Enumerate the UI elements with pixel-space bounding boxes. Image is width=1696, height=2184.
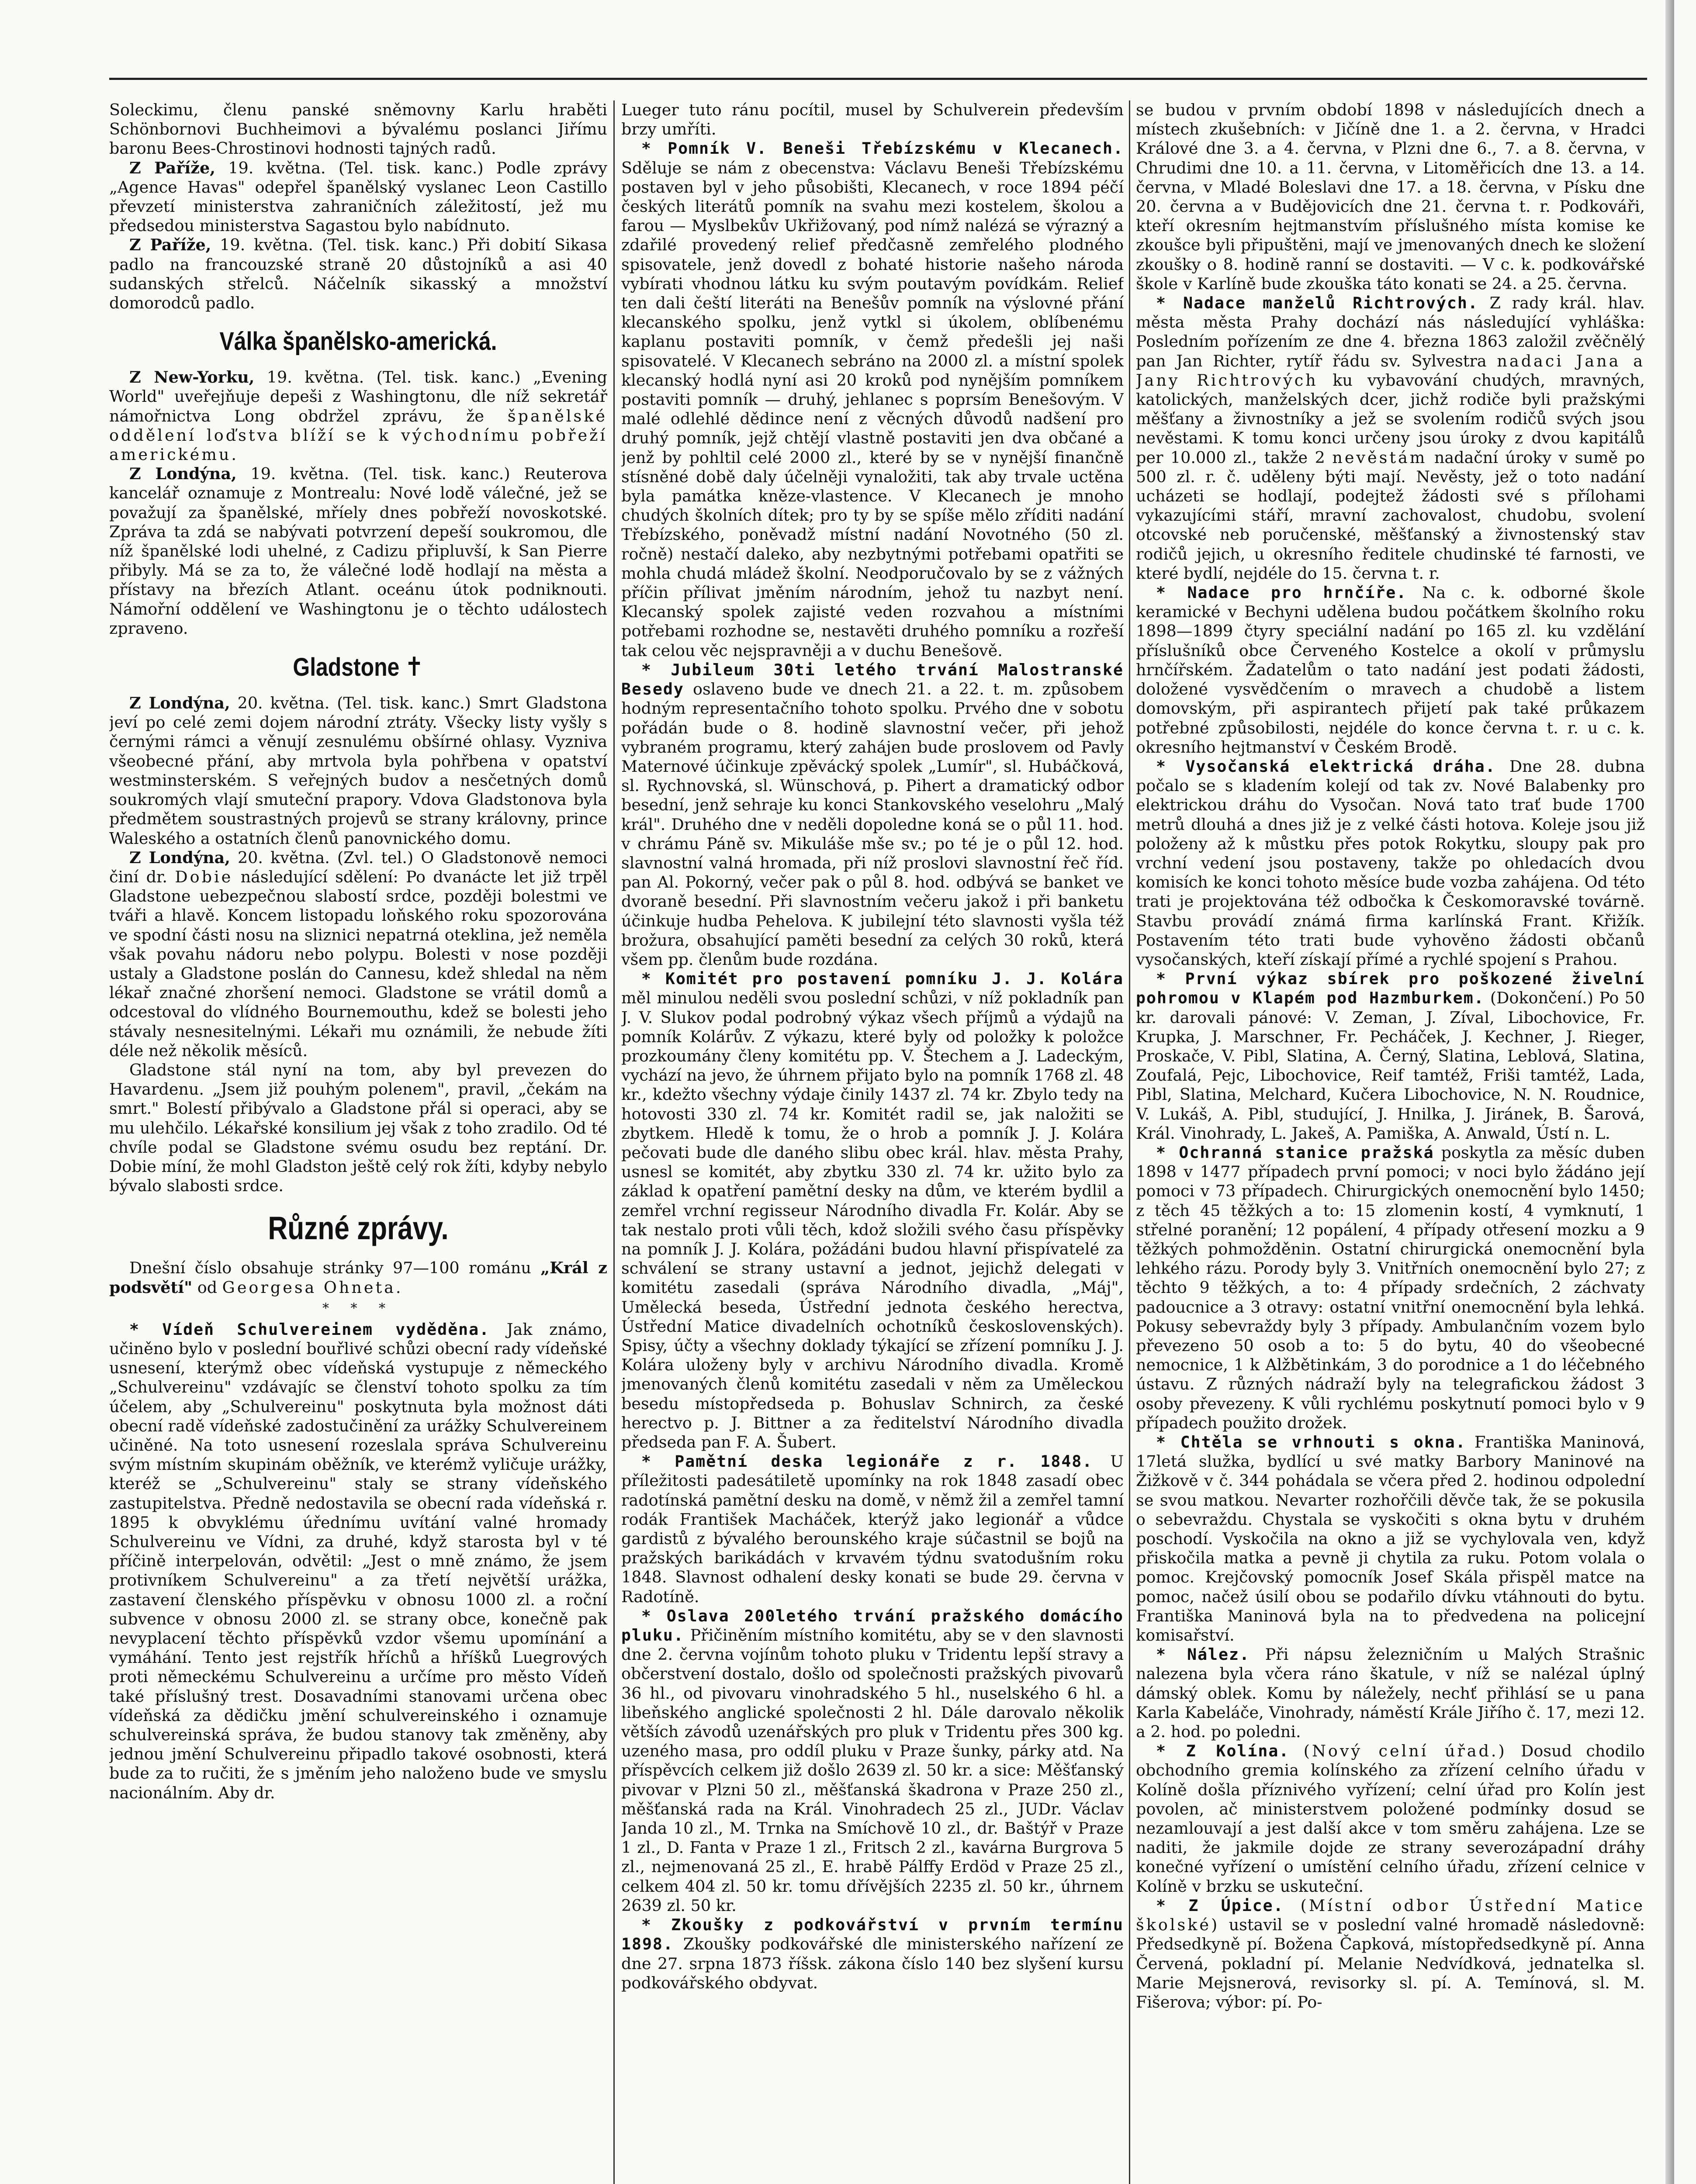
news-item-rescue-station: * Ochranná stanice pražská poskytla za měsíc duben 1898 v 1477 případech první pomoci; v noci bylo žádáno její pomoci v 73 případech. Chirurgických onemocnění bylo 1450; z těch 45 těžkých a to: 15 zlomenin kostí, 4 vymknutí, 1 střelné poranění; 12 popálení, 4 případy otřesení mozku a 9 těžkých pohmožděnin. Ostatní chirurgická onemocnění byla lehkého rázu. Porody byly 3. Vnitřních onemocnění bylo 27; z těchto 9 těžkých, a to: 4 případy srdečních, 2 záchvaty padoucnice a 3 otravy: ostatní vnitřní onemocnění byla lehká. Pokusy sebevraždy byly 3 případy. Ambulančním vozem bylo převezeno 50 osob a to: 5 do bytu, 40 do všeobecné nemocnice, 1 k Alžbětinkám, 3 do porodnice a 1 do léčebného ústavu. Z různých nádraží byly na telegrafickou žádost 3 osoby převezeny. K vůli rychlému poskytnutí pomoci bylo v 9 případech použito drožek. [1136,1143,1645,1432]
header-rule [109,78,1647,80]
news-item-disaster-collection: * První výkaz sbírek pro poškozené živelní pohromou v Klapém pod Hazmburkem. (Dokončení.) Po 50 kr. darovali pánové: V. Zeman, J. Zíval, Libochovice, Fr. Krupka, J. Marschner, Fr. Pecháček, J. Kechner, J. Rieger, Proskače, V. Pibl, Slatina, A. Černý, Slatina, Leblová, Slatina, Zoufalá, Pejc, Libochovice, Reif tamtéž, Friši tamtéž, Lada, Pibl, Slatina, Melchard, Kučera Libochovice, N. N. Roudnice, V. Lukáš, A. Pibl, studující, J. Hnilka, J. Jiránek, B. Šarová, Král. Vinohrady, L. Jakeš, A. Pamiška, A. Anwald, Ústí n. L. [1136,969,1645,1143]
news-item-london-3: Z Londýna, 20. května. (Zvl. tel.) O Gladstonově nemoci činí dr. Dobie následující sdělení: Po dvanácte let již trpěl Gladstone uebezpečnou slabostí srdce, později bolestmi ve tváři a hlavě. Koncem listopadu loňského roku spozorována ve spodní části nosu na sliznici nepatrná oteklina, jež neměla však povahu nádoru nebo polypu. Bolesti v nose později ustaly a Gladstone poslán do Cannesu, kdež shledal na něm lékař značné zhoršení nemoci. Gladstone se vrátil domů a odcestoval do vlídného Bournemouthu, kdež se bolesti jeho stávaly nesnesitelnými. Lékaři mu oznámili, že nebude žíti déle než několik měsíců. [109,848,607,1060]
news-item-kolar-committee: * Komitét pro postavení pomníku J. J. Kolára měl minulou neděli svou poslední schůzi, v níž pokladník pan J. V. Slukov podal podrobný výkaz všech příjmů a výdajů na pomník Kolárův. Z výkazu, které byly od položky k položce prozkoumány členy komitétu pp. V. Štechem a J. Ladeckým, vychází na jevo, že úhrnem přijato bylo na pomník 1768 zl. 48 kr., kdežto všechny výdaje činily 1437 zl. 74 kr. Zbylo tedy na hotovosti 330 zl. 74 kr. Komitét radil se, jak naložiti se zbytkem. Hledě k tomu, že o hrob a pomník J. J. Kolára pečovati bude dle daného slibu obec král. hlav. města Prahy, usnesl se komitét, aby zbytku 330 zl. 74 kr. užito bylo za základ k opatření pamětní desky na dům, ve kterém bydlil a zemřel vrchní regisseur Národního divadla Fr. Kolár. Aby se tak nestalo proti vůli těch, kdož složili svého času příspěvky na pomník J. J. Kolára, požádáni budou hlavní přispívatelé za schválení se strany ustavní a jednot, jejichž delegati v komitétu zasedali (správa Národního divadla, „Máj", Umělecká beseda, Ústřední jednota českého herectva, Ústřední Matice divadelních ochotníků československých). Spisy, účty a všechny doklady týkající se zřízení pomníku J. J. Kolára uloženy byly v archivu Národního divadla. Kromě jmenovaných členů komitétu zasedali v něm za Uměleckou besedu místopředseda p. Bohuslav Schnirch, za české herectvo p. J. Bittner a za ředitelství Národního divadla předseda pan F. A. Šubert. [621,969,1124,1452]
asterism: * * * [322,1300,395,1316]
section-heading-gladstone: Gladstone ✝ [293,652,424,682]
news-item-vienna: * Vídeň Schulvereinem vyděděna. Jak známo, učiněno bylo v poslední bouřlivé schůzi obecní rady vídeňské usnesení, kterýmž obec vídeňská vystupuje z německého „Schulvereinu" vzdávajíc se členství tohoto spolku za tím účelem, aby „Schulvereinu" poskytnuta byla možnost dáti obecní radě vídeňské zadostučinění za urážky Schulvereinem učiněné. Na toto usnesení rozeslala správa Schulvereinu svým místním skupinám oběžník, ve kterémž vyličuje urážky, kteréž se „Schulvereinu" staly se strany vídeňského zastupitelstva. Předně nedostavila se obecní rada vídeňská r. 1895 k obvyklému úřednímu uvítání valné hromady Schulvereinu ve Vídni, za druhé, když starosta byl v té příčině interpelován, odvětil: „Jest o mně známo, že jsem protivníkem Schulvereinu" a za třetí největší urážka, zastavení členského příspěvku v obnosu 1000 zl. a roční subvence v obnosu 2000 zl. se strany obce, konečně pak nevyplacení těchto příspěvků vzdor všemu upomínání a vymáhání. Tento jest rejstřík hříchů a hříšků Luegrových proti německému Schulvereinu a určíme pro město Vídeň také příslušný trest. Dosavadními stanovami určena obec vídeňská za dědičku jmění schulvereinského i oznamuje schulvereinská správa, že budou stanovy tak změněny, aby jednou jmění Schulvereinu připadlo takové osobnosti, která bude za to ručiti, že s jměním jeho naloženo bude ve smyslu nacionálním. Aby dr. [109,1320,607,1802]
news-item-kolin: * Z Kolína. (Nový celní úřad.) Dosud chodilo obchodního gremia kolínského za zřízení celního úřadu v Kolíně došla příznivého vyřízení; celní úřad pro Kolín jest povolen, ač ministerstvem položené podmínky dosud se nezamlouvají a jest další akce v tom směru zahájena. Lze se naditi, že jakmile dojde ze strany severozápadní dráhy konečné vyřízení o umístění celního úřadu, zřízení celnice v Kolíně v brzku se uskuteční. [1136,1742,1645,1896]
dagger-icon: ✝ [405,652,424,682]
novel-notice: Dnešní číslo obsahuje stránky 97—100 románu „Král z podsvětí" od Georgesa Ohneta. [109,1258,607,1297]
news-item-legionnaire-plaque: * Pamětní deska legionáře z r. 1848. U příležitosti padesátiletě upomínky na rok 1848 zasadí obec radotínská pamětní desku na domě, v němž žil a zemřel tamní rodák František Macháček, kterýž jako legionář a vůdce gardistů z bývalého berounského kraje súčastnil se bojů na pražských barikádách v krvavém týdnu svatodušním roku 1848. Slavnost odhalení desky konati se bude 29. června v Radotíně. [621,1452,1124,1606]
news-item-richter-foundation: * Nadace manželů Richtrových. Z rady král. hlav. města města Prahy dochází nás následující vyhláška: Posledním pořízením ze dne 4. března 1863 založil zvěčnělý pan Jan Richter, rytíř řádu sv. Sylvestra nadaci Jana a Jany Richtrových ku vybavování chudých, mravných, katolických, manželských dcer, jichž rodiče byli pražskými měšťany a živnostníky a jež se svolením rodičů svých jsou nevěstami. K tomu konci určeny jsou úroky z dvou kapitálů per 10.000 zl., takže 2 nevěstám nadační úroky v sumě po 500 zl. r. č. uděleny býti mají. Nevěsty, jež o toto nadání ucházeti se hodlají, podejtež žádosti své s přílohami vykazujícími stáří, mravní zachovalost, chudobu, svolení otcovské neb poručenské, měšťanský a živnostenský stav rodičů jejich, u okresního ředitele chudinské té farnosti, ve které bydlí, nejdéle do 15. června t. r. [1136,294,1645,583]
news-item-london-2: Z Londýna, 20. května. (Tel. tisk. kanc.) Smrt Gladstona jeví po celé zemi dojem národní ztráty. Všecky listy vyšly s černými rámci a věnují zesnulému obšírné ohlasy. Vyzniva všeobecné přání, aby mrtvola byla pohřbena v opatství westminsterském. S veřejných budov a nesčetných domů soukromých vlají smuteční prapory. Vdova Gladstonova byla předmětem soustrastných projevů se strany královny, prince Waleského a ostatních členů panovnického domu. [109,694,607,848]
news-item-farrier-exams: * Zkoušky z podkovářství v prvním termínu 1898. Zkoušky podkovářské dle ministerského nařízení ze dne 27. srpna 1873 říšsk. zákona číslo 140 bez slyšení kursu podkovářského obdyvat. [621,1915,1124,1992]
news-item-found-box: * Nález. Při nápsu železničním u Malých Strašnic nalezena byla včera ráno škatule, v níž se nalézal úplný dámský oblek. Komu by náležely, nechť přihlásí se u pana Karla Kabeláče, Vinohrady, náměstí Krále Jiřího č. 17, mezi 12. a 2. hod. po poledni. [1136,1645,1645,1742]
column-divider-2 [1129,100,1130,2184]
page-edge-shadow [1665,0,1674,2184]
news-item-new-york: Z New-Yorku, 19. května. (Tel. tisk. kanc.) „Evening World" uveřejňuje depeši z Washingtonu, dle níž sekretář námořnictva Long obdržel zprávu, že španělské oddělení loďstva blíží se k východnímu pobřeží americkému. [109,368,607,464]
section-heading-war: Válka španělsko-americká. [219,327,497,356]
column-1 [109,100,607,2184]
news-item-potters-foundation: * Nadace pro hrnčíře. Na c. k. odborné škole keramické v Bechyni udělena budou počátkem školního roku 1898—1899 čtyry speciální nadání po 165 zl. ku vzdělání příslušníků obce Červeného Kostelce a okolí v průmyslu hrnčířském. Žadatelům o tato nadání jest podati žádosti, doložené vysvědčením o mravech a chudobě a listem domovským, při aspirantech přijetí pak také průkazem potřebné způsobilosti, nejdéle do konce června t. r. u c. k. okresního hejtmanství v Českém Brodě. [1136,583,1645,757]
news-item-regiment-celebration: * Oslava 200letého trvání pražského domácího pluku. Přičiněním místního komitétu, aby se v den slavnosti dne 2. června vojínům tohoto pluku v Tridentu lepší stravy a občerstvení dostalo, došlo od společnosti pražských pivovarů 36 hl., od pivovaru vinohradského 5 hl., nuselského 6 hl. a libeňského anglické společnosti 2 hl. Dále darovalo několik větších závodů uzenářských pro pluk v Tridentu přes 300 kg. uzeného masa, pro oddíl pluku v Praze šunky, párky atd. Na příspěvcích celkem již došlo 2639 zl. 50 kr. a sice: Měšťanský pivovar v Plzni 50 zl., měšťanská škadrona v Praze 250 zl., měšťanská rada na Král. Vinohradech 25 zl., JUDr. Václav Janda 10 zl., M. Trnka na Smíchově 10 zl., dr. Baštýř v Praze 1 zl., D. Fanta v Praze 1 zl., Fritsch 2 zl., kavárna Burgrova 5 zl., nejmenovaná 25 zl., E. hrabě Pálffy Erdöd v Praze 25 zl., celkem 404 zl. 50 kr. tomu dřívějších 2235 zl. 50 kr., úhrnem 2639 zl. 50 kr. [621,1606,1124,1915]
article-continuation: se budou v prvním období 1898 v následujících dnech a místech zkušebních: v Jičíně dne 1. a 2. června, v Hradci Králové dne 3. a 4. června, v Plzni dne 6., 7. a 8. června, v Chrudimi dne 10. a 11. června, v Litoměřicích dne 13. a 14. června, v Mladé Boleslavi dne 17. a 18. června, v Písku dne 20. června a v Budějovicích dne 21. června t. r. Podkováři, kteří okresním hejtmanstvím příslušného místa komise ke zkoušce byli připuštěni, mají ve jmenovaných dnech ke složení zkoušky o 8. hodině ranní se dostaviti. — V c. k. podkovářské škole v Karlíně bude zkouška táto konati se 24. a 25. června. [1136,100,1645,293]
column-2 [621,100,1124,2184]
news-item-window-jump: * Chtěla se vrhnouti s okna. Františka Maninová, 17letá služka, bydlící u své matky Barbory Maninové na Žižkově v č. 344 pohádala se včera před 2. hodinou odpolední se svou matkou. Nevarter rozhořčili děvče tak, že se pokusila o sebevraždu. Chystala se vyskočiti s okna bytu v druhém poschodí. Vyskočila na okno a již se vychylovala ven, když přiskočila matka a pevně ji chytila za ruku. Potom volala o pomoc. Krejčovský pomocník Josef Skála přispěl matce na pomoc, načež úsilí obou se podařilo dívku vtáhnouti do bytu. Františka Maninová byla na to předvedena na policejní komisařství. [1136,1433,1645,1645]
news-item-beseda-jubilee: * Jubileum 30ti letého trvání Malostranské Besedy oslaveno bude ve dnech 21. a 22. t. m. způsobem hodným representačního tohoto spolku. Prvého dne v sobotu pořádán bude o 8. hodině slavnostní večer, při jehož vybraném programu, který zahájen bude proslovem od Pavly Maternové účinkuje zpěvácký spolek „Lumír", sl. Hubáčková, sl. Rychnovská, sl. Wünschová, p. Pihert a dramatický odbor besední, jenž sehraje ku konci Stankovského veselohru „Malý král". Druhého dne v neděli dopoledne koná se o půl 11. hod. v chrámu Páně sv. Mikuláše mše sv.; po té je o půl 12. hod. slavnostní valná hromada, při níž proslovi slavnostní řeč říd. pan Al. Pokorný, večer pak o půl 8. hod. odbývá se banket ve dvoraně besední. Při slavnostním večeru jakož i při banketu účinkuje hudba Pehelova. K jubilejní této slavnosti vyšla též brožura, obsahující paměti besední za celých 30 roků, která všem pp. členům bude rozdána. [621,660,1124,969]
article-continuation: Lueger tuto ránu pocítil, musel by Schulverein především brzy umříti. [621,100,1124,139]
article-continuation: Soleckimu, členu panské sněmovny Karlu hraběti Schönbornovi Buchheimovi a bývalému poslanci Jiřímu baronu Bees-Chrostinovi hodnosti tajných radů. [109,100,607,158]
column-divider-1 [613,100,615,2184]
news-item-paris-1: Z Paříže, 19. května. (Tel. tisk. kanc.) Podle zprávy „Agence Havas" odepřel španělský vyslanec Leon Castillo převzetí ministerstva zahraničních záležitostí, jež mu předsedou ministerstva Sagastou bylo nabídnuto. [109,158,607,235]
news-item-upice: * Z Úpice. (Místní odbor Ústřední Matice školské) ustavil se v poslední valné hromadě následovně: Předsedkyně pí. Božena Čapková, místopředsedkyně pí. Anna Červená, pokladní pí. Melanie Nedvídková, jednatelka sl. Marie Mejsnerová, revisorky sl. pí. A. Temínová, sl. M. Fišerova; výbor: pí. Po- [1136,1896,1645,2011]
news-item-paris-2: Z Paříže, 19. května. (Tel. tisk. kanc.) Při dobití Sikasa padlo na francouzské straně 20 důstojníků a asi 40 sudanských střelců. Náčelník sikasský a množství domorodců padlo. [109,235,607,313]
section-heading-news: Různé zprávy. [268,1210,449,1247]
news-item-vysocany-railway: * Vysočanská elektrická dráha. Dne 28. dubna počalo se s kladením kolejí od tak zv. Nové Balabenky pro elektrickou dráhu do Vysočan. Nová tato trať bude 1700 metrů dlouhá a dnes již je z velké části hotova. Koleje jsou již položeny až k můstku přes potok Rokytku, sloupy pak pro vrchní vedení jsou postaveny, takže po ohledacích dvou komisích ke konci tohoto měsíce bude vozba zahájena. Od této trati je projektována též odbočka k Českomoravské továrně. Stavbu provádí známá firma karlínská Frant. Křižík. Postavením této trati bude vyhověno žádosti občanů vysočanských, kteří získají přímé a rychlé spojení s Prahou. [1136,757,1645,969]
news-item-benes-monument: * Pomník V. Beneši Třebízskému v Klecanech. Sděluje se nám z obecenstva: Václavu Beneši Třebízskému postaven byl v jeho působišti, Klecanech, v roce 1894 péčí českých literátů pomník na svahu mezi kostelem, školou a farou — Myslbekův Ukřižovaný, pod nímž nalézá se výrazný a zdařilé provedený relief předčasně zemřelého plodného spisovatele, jenž dovedl z bohaté historie našeho národa vybírati vhodnou látku ku svým poutavým povídkám. Relief ten dali čeští literáti na Benešův pomník na výslovné přání klecanského spolku, jenž vytkl si úkolem, oblíbenému kaplanu postaviti pomník, v čemž předešli jej naši spisovatelé. V Klecanech sebráno na 2000 zl. a místní spolek klecanský hodlá nyní asi 20 kroků pod nynějším pomníkem postaviti pomník — druhý, jehlanec s poprsím Benešovým. V malé odlehlé dědince není z věcných důvodů nadšení pro druhý pomník, jejž chtějí vlastně postaviti jen dva občané a jenž by pohltil celé 2000 zl., které by se v nynější finančně stísněné době daly účelněji vynaložiti, tak aby trvale uctěna byla památka kněze-vlastence. V Klecanech je mnoho chudých školních dítek; pro ty by se spíše mělo zříditi nadání Třebízského, poněvadž místní nadání Novotného (50 zl. ročně) nestačí daleko, aby nezbytnými potřebami opatřiti se mohla chudá mládež školní. Neodporučovalo by se z vážných příčin přílivat jměním národním, jehož tu nazbyt není. Klecanský spolek zajisté veden rozvahou a místními potřebami rozhodne se, nestavěti druhého pomníku a rozřeší tak celou věc nejspravněji a v duchu Benešově. [621,139,1124,660]
gladstone-paragraph: Gladstone stál nyní na tom, aby byl prevezen do Havardenu. „Jsem již pouhým polenem", pravil, „čekám na smrt." Bolestí přibývalo a Gladstone přál si operaci, aby se mu ulehčilo. Lékařské konsilium jej však z toho zradilo. Od té chvíle podal se Gladstone svému osudu bez reptání. Dr. Dobie míní, že mohl Gladston ještě celý rok žíti, kdyby nebylo bývalo slabosti srdce. [109,1060,607,1196]
column-3 [1136,100,1645,2184]
news-item-london-1: Z Londýna, 19. května. (Tel. tisk. kanc.) Reuterova kancelář oznamuje z Montrealu: Nové lodě válečné, jež se považují za španělské, mříely dnes pobřeží novoskotské. Zpráva ta zdá se nabývati potvrzení depeší soukromou, dle níž španělské lodi uhelné, z Cadizu připluvší, k San Pierre přibyly. Má se za to, že válečné lodě hodlají na města a přístavy na březích Atlant. oceánu útok podniknouti. Námořní oddělení ve Washingtonu je o těchto událostech zpraveno. [109,464,607,638]
